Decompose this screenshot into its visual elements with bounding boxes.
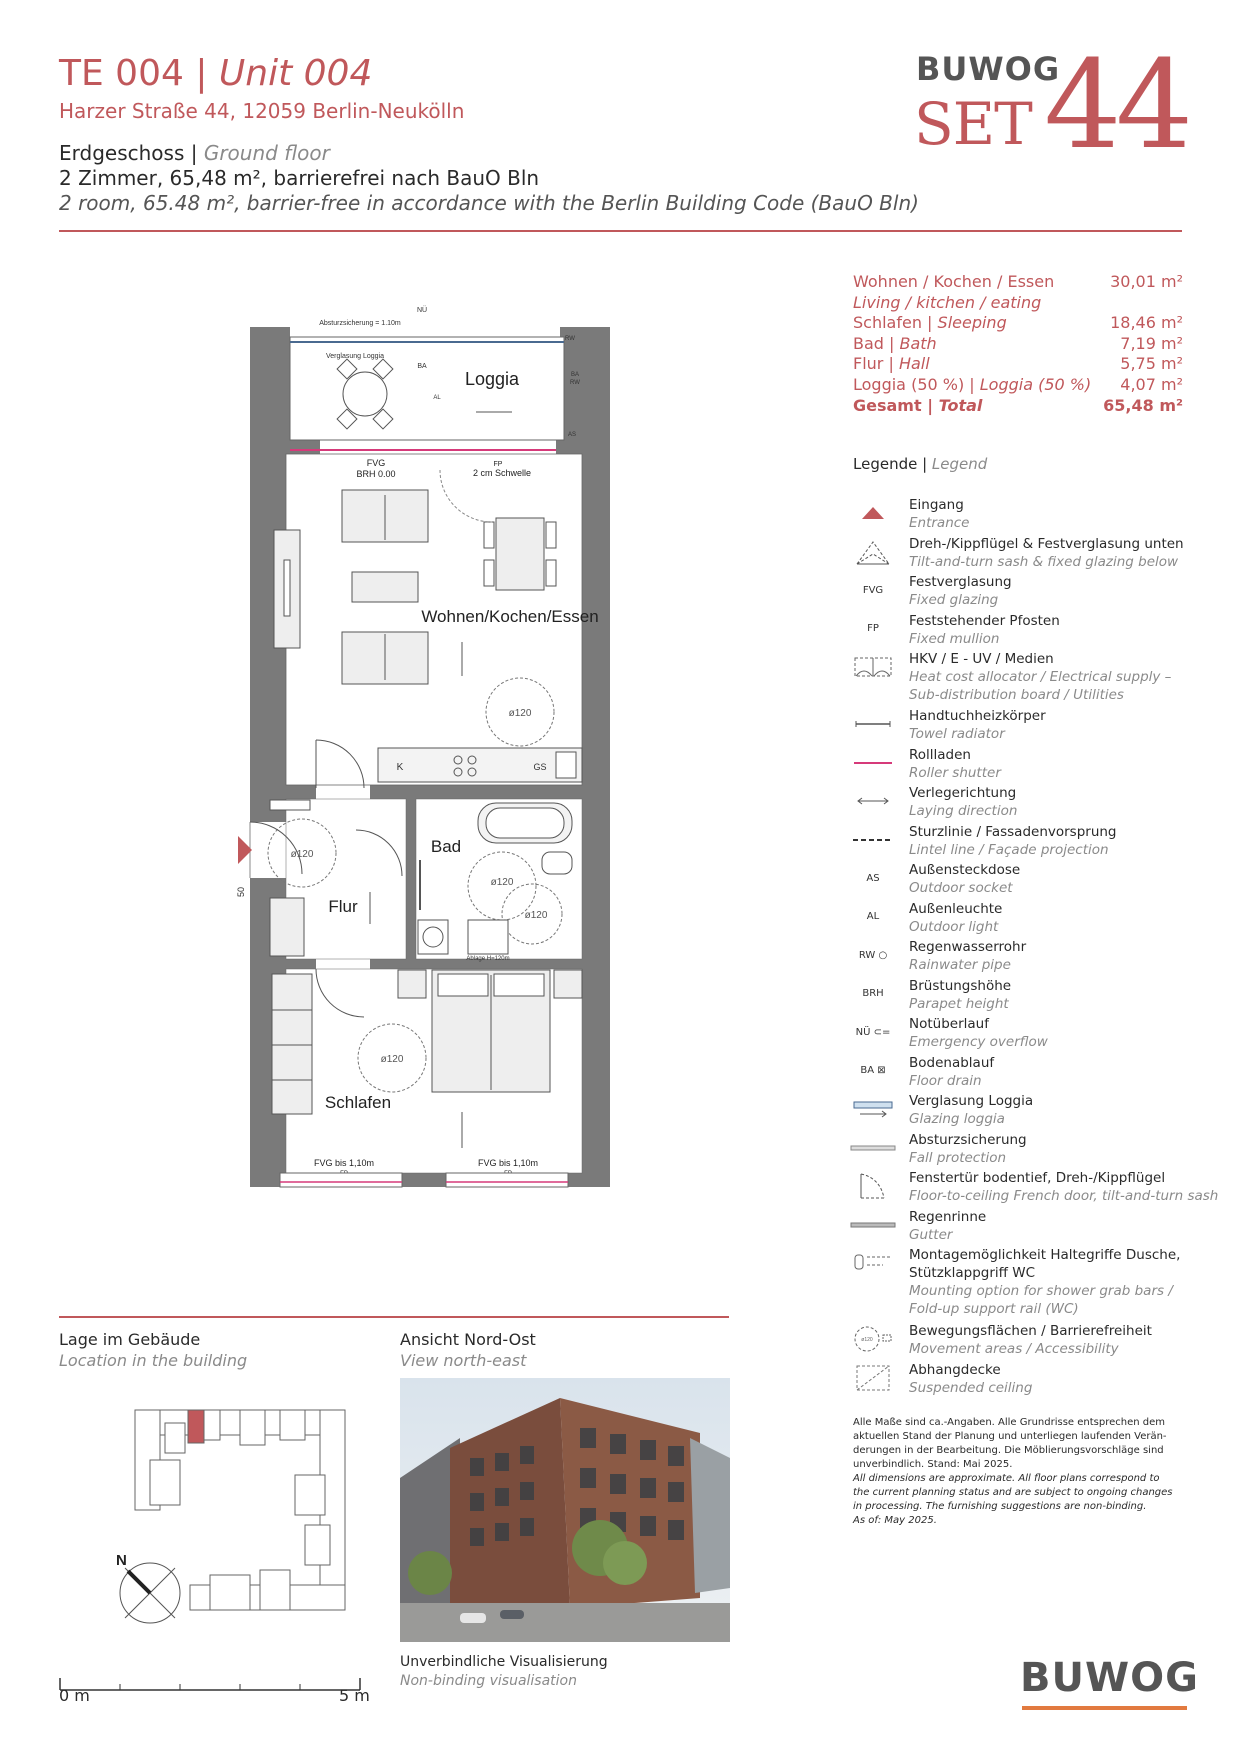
plan-label-ablage: Ablage H=120m bbox=[466, 956, 510, 962]
movement-area-icon bbox=[853, 1324, 893, 1354]
disclaimer: Alle Maße sind ca.-Angaben. Alle Grundrisse entsprechen dem aktuellen Stand der Planung und unterliegen laufenden Verän- derungen in der Bearbeitung. Die Möblierungsvorschläge sind unverbindlich. Stand: Mai 2025. All dimensions are approximate. All floor plans correspond to the current planning status and are subject to ongoing changes in processing. The furnishing suggestions are non-binding. As of: May 2025. bbox=[853, 1417, 1173, 1526]
render-caption: Unverbindliche Visualisierung bbox=[400, 1654, 608, 1670]
plan-label-d120-hall: ø120 bbox=[290, 849, 314, 860]
plan-label-ba-rw: BA bbox=[570, 372, 580, 378]
plan-label-k: K bbox=[396, 762, 404, 773]
plan-label-hall: Flur bbox=[328, 897, 358, 916]
scale-end-label: 5 m bbox=[339, 1686, 370, 1705]
scale-bar bbox=[59, 1655, 379, 1715]
north-label: N bbox=[116, 1552, 127, 1569]
buwog-set44-logo: BUWOG SET 44 bbox=[914, 34, 1188, 176]
plan-label-al: AL bbox=[433, 395, 441, 401]
plan-label-glazing-loggia: Verglasung Loggia bbox=[326, 353, 384, 360]
legend-item: NÜ ⊂= Notüberlauf Emergency overflow bbox=[853, 1015, 1213, 1054]
legend-item: AS Außensteckdose Outdoor socket bbox=[853, 861, 1213, 900]
area-table bbox=[853, 272, 1183, 416]
scale-start-label: 0 m bbox=[59, 1686, 90, 1705]
header-divider bbox=[59, 230, 1182, 232]
area-row-total: Gesamt | Total 65,48 m² bbox=[853, 395, 1183, 415]
legend-item: Montagemöglichkeit Haltegriffe Dusche, Stützklappgriff WC Mounting option for shower grab bars / Fold-up support rail (WC) bbox=[853, 1246, 1213, 1322]
legend-item: FP Feststehender Pfosten Fixed mullion bbox=[853, 612, 1213, 651]
plan-label-living: Wohnen/Kochen/Essen bbox=[421, 607, 599, 626]
plan-label-fall-protection: Absturzsicherung = 1.10m bbox=[319, 320, 401, 327]
building-visualisation-image bbox=[400, 1378, 730, 1642]
plan-label-d120-living: ø120 bbox=[508, 708, 532, 719]
address: Harzer Straße 44, 12059 Berlin-Neukölln bbox=[59, 99, 465, 123]
rooms-summary: 2 Zimmer, 65,48 m², barrierefrei nach BauO Bln bbox=[59, 166, 540, 190]
view-title: Ansicht Nord-Ost bbox=[400, 1330, 536, 1349]
legend-item: HKV / E - UV / Medien Heat cost allocator / Electrical supply – Sub-distribution board / Utilities bbox=[853, 650, 1213, 707]
legend-item: RW ○ Regenwasserrohr Rainwater pipe bbox=[853, 938, 1213, 977]
plan-label-fvg-bed-2: FVG bis 1,10m bbox=[477, 1158, 539, 1168]
outdoor-light-symbol: AL bbox=[866, 911, 880, 922]
bottom-divider bbox=[59, 1316, 729, 1318]
legend-item: Sturzlinie / Fassadenvorsprung Lintel line / Façade projection bbox=[853, 823, 1213, 862]
building-key-plan bbox=[110, 1395, 360, 1635]
area-row-hall: Flur | Hall 5,75 m² bbox=[853, 354, 1183, 374]
loggia-table bbox=[343, 372, 387, 416]
gutter-icon bbox=[853, 1210, 893, 1240]
plan-label-rw: RW bbox=[565, 336, 575, 342]
plan-label-loggia: Loggia bbox=[464, 369, 520, 389]
laying-direction-icon bbox=[853, 786, 893, 816]
grab-bar-icon bbox=[853, 1248, 893, 1278]
legend-item: Fenstertür bodentief, Dreh-/Kippflügel Floor-to-ceiling French door, tilt-and-turn sash bbox=[853, 1169, 1213, 1208]
plan-label-d120-shower: ø120 bbox=[524, 910, 548, 921]
legend-item: ø120 Bewegungsflächen / Barrierefreiheit Movement areas / Accessibility bbox=[853, 1322, 1213, 1361]
glazing-loggia-icon bbox=[853, 1094, 893, 1124]
legend-item: Abhangdecke Suspended ceiling bbox=[853, 1361, 1213, 1400]
roller-shutter-icon bbox=[853, 748, 893, 778]
rooms-summary-en: 2 room, 65.48 m², barrier-free in accordance with the Berlin Building Code (BauO Bln) bbox=[59, 191, 919, 215]
plan-label-ba-rw-2: RW bbox=[570, 380, 580, 386]
lintel-line-icon bbox=[853, 825, 893, 855]
plan-label-threshold: 2 cm Schwelle bbox=[472, 468, 532, 478]
suspended-ceiling-icon bbox=[853, 1363, 893, 1393]
utilities-icon bbox=[853, 652, 893, 682]
unit-title: TE 004 | Unit 004 bbox=[59, 53, 373, 94]
location-title: Lage im Gebäude bbox=[59, 1330, 201, 1349]
legend-item: Verlegerichtung Laying direction bbox=[853, 784, 1213, 823]
plan-label-fp: FP bbox=[493, 461, 503, 468]
svg-text:ø120: ø120 bbox=[861, 1337, 873, 1343]
plan-label-ba: BA bbox=[417, 363, 427, 370]
area-row-living: Wohnen / Kochen / Essen 30,01 m² bbox=[853, 272, 1183, 291]
rainwater-pipe-symbol: RW ○ bbox=[858, 949, 888, 961]
unit-location-highlight bbox=[188, 1410, 204, 1443]
area-row-loggia: Loggia (50 %) | Loggia (50 %) 4,07 m² bbox=[853, 374, 1183, 394]
legend-item: FVG Festverglasung Fixed glazing bbox=[853, 573, 1213, 612]
legend-item: Absturzsicherung Fall protection bbox=[853, 1131, 1213, 1170]
entrance-triangle-icon bbox=[853, 498, 893, 528]
floor-drain-symbol: BA ⊠ bbox=[860, 1065, 886, 1076]
plan-label-as: AS bbox=[567, 432, 577, 438]
floor-plan bbox=[236, 300, 630, 1200]
legend-list bbox=[853, 496, 1219, 1399]
plan-label-brh: BRH 0.00 bbox=[356, 469, 396, 479]
render-caption-en: Non-binding visualisation bbox=[400, 1673, 577, 1689]
area-row-sleeping: Schlafen | Sleeping 18,46 m² bbox=[853, 313, 1183, 333]
legend-item: Verglasung Loggia Glazing loggia bbox=[853, 1092, 1213, 1131]
french-door-icon bbox=[853, 1171, 893, 1201]
area-row-bath: Bad | Bath 7,19 m² bbox=[853, 333, 1183, 353]
legend-item: Dreh-/Kippflügel & Festverglasung unten Tilt-and-turn sash & fixed glazing below bbox=[853, 535, 1213, 574]
area-row-living-en: Living / kitchen / eating bbox=[853, 292, 1042, 312]
plan-label-gs: GS bbox=[533, 762, 547, 772]
legend-item: Handtuchheizkörper Towel radiator bbox=[853, 707, 1213, 746]
plan-label-dim50: 50 bbox=[236, 886, 246, 898]
plan-label-d120-bath: ø120 bbox=[490, 877, 514, 888]
legend-item: BRH Brüstungshöhe Parapet height bbox=[853, 977, 1213, 1016]
legend-title: Legende | Legend bbox=[853, 455, 988, 473]
towel-radiator-icon bbox=[853, 709, 893, 739]
plan-label-bedroom: Schlafen bbox=[324, 1093, 392, 1112]
plan-label-fvg-bed-1: FVG bis 1,10m bbox=[313, 1158, 375, 1168]
fixed-mullion-symbol: FP bbox=[867, 623, 879, 634]
legend-item: Rollladen Roller shutter bbox=[853, 746, 1213, 785]
legend-item: Regenrinne Gutter bbox=[853, 1208, 1213, 1247]
floor-label: Erdgeschoss | Ground floor bbox=[59, 141, 330, 165]
plan-label-nu: NÜ bbox=[416, 307, 428, 314]
fall-protection-icon bbox=[853, 1133, 893, 1163]
parapet-height-symbol: BRH bbox=[862, 988, 884, 999]
legend-item: BA ⊠ Bodenablauf Floor drain bbox=[853, 1054, 1213, 1093]
legend-item: Eingang Entrance bbox=[853, 496, 1213, 535]
view-subtitle: View north-east bbox=[400, 1351, 527, 1370]
legend-item: AL Außenleuchte Outdoor light bbox=[853, 900, 1213, 939]
footer-buwog-logo: BUWOG bbox=[1020, 1655, 1190, 1715]
location-subtitle: Location in the building bbox=[59, 1351, 248, 1370]
emergency-overflow-symbol: NÜ ⊂= bbox=[855, 1026, 891, 1038]
plan-label-fvg: FVG bbox=[366, 458, 386, 468]
fixed-glazing-symbol: FVG bbox=[862, 584, 884, 596]
outdoor-socket-symbol: AS bbox=[866, 872, 880, 884]
tilt-turn-icon bbox=[853, 537, 893, 567]
plan-label-d120-bed: ø120 bbox=[380, 1054, 404, 1065]
plan-label-bath: Bad bbox=[430, 837, 462, 856]
